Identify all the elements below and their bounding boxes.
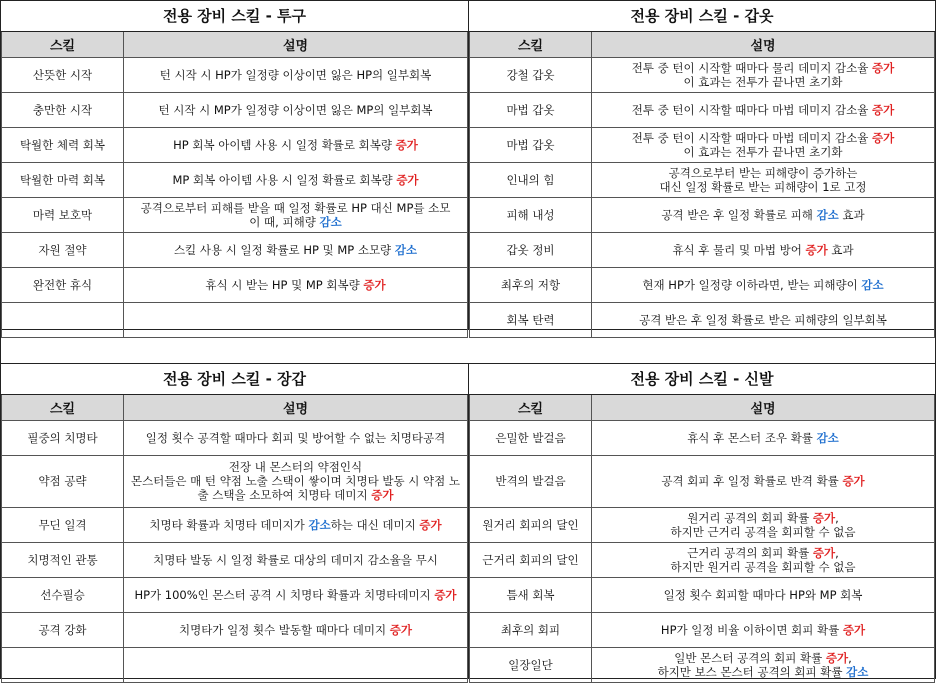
description-text: MP 회복 아이템 사용 시 일정 확률로 회복량 — [172, 172, 397, 187]
skill-description — [124, 507, 468, 542]
description-text: 하지만 원거리 공격을 회피할 수 없음 — [670, 559, 856, 574]
skill-name: 마력 보호막 — [2, 197, 124, 232]
description-text: 전장 내 몬스터의 약점인식 — [228, 460, 363, 474]
skill-description — [124, 612, 468, 647]
description-text: , — [835, 510, 839, 525]
column-header-skill: 스킬 — [470, 394, 592, 420]
skill-name: 마법 갑옷 — [470, 92, 592, 127]
helmet-skill-table — [1, 1, 468, 338]
table-row — [2, 647, 468, 682]
skill-name: 일장일단 — [470, 647, 592, 682]
table-row — [470, 267, 935, 302]
panel-armor — [468, 0, 936, 330]
increase-highlight: 증가 — [419, 517, 442, 532]
skill-description — [592, 577, 935, 612]
skill-name — [2, 647, 124, 682]
description-text: 일반 몬스터 공격의 회피 확률 — [674, 650, 826, 665]
table-row — [2, 267, 468, 302]
column-header-description: 설명 — [592, 31, 935, 57]
skill-name: 마법 갑옷 — [470, 127, 592, 162]
skill-description — [592, 267, 935, 302]
skill-name: 틈새 회복 — [470, 577, 592, 612]
table-row — [470, 57, 935, 92]
decrease-highlight: 감소 — [846, 664, 869, 679]
description-text: 전투 중 턴이 시작할 때마다 물리 데미지 감소율 — [631, 60, 873, 75]
skill-name: 약점 공략 — [2, 455, 124, 507]
skill-description — [592, 455, 935, 507]
description-text: 휴식 시 받는 HP 및 MP 회복량 — [205, 277, 364, 292]
section-gap — [0, 329, 936, 363]
skill-name: 충만한 시작 — [2, 92, 124, 127]
description-text: 휴식 후 몬스터 조우 확률 — [687, 430, 817, 445]
description-text: 대신 일정 확률로 받는 피해량이 1로 고정 — [659, 179, 867, 194]
skill-name: 은밀한 발걸음 — [470, 420, 592, 455]
table-row — [2, 57, 468, 92]
description-text: 치명타 확률과 치명타 데미지가 — [149, 517, 309, 532]
skill-description — [592, 162, 935, 197]
description-text: 효과 — [838, 207, 865, 222]
table-row — [2, 92, 468, 127]
table-row — [2, 232, 468, 267]
table-row — [470, 197, 935, 232]
description-text: 원거리 공격의 회피 확률 — [687, 510, 813, 525]
skill-name: 원거리 회피의 달인 — [470, 507, 592, 542]
table-row — [2, 507, 468, 542]
increase-highlight: 증가 — [825, 650, 849, 665]
description-text: 이 때, 피해량 — [249, 214, 320, 229]
increase-highlight: 증가 — [371, 488, 394, 502]
skill-name: 피해 내성 — [470, 197, 592, 232]
skill-description — [592, 507, 935, 542]
decrease-highlight: 감소 — [816, 207, 839, 222]
description-text: 턴 시작 시 HP가 일정량 이상이면 잃은 HP의 일부회복 — [159, 67, 432, 82]
increase-highlight: 증가 — [842, 622, 866, 637]
table-row — [2, 612, 468, 647]
table-row — [2, 127, 468, 162]
column-header-skill: 스킬 — [2, 394, 124, 420]
skill-name: 강철 갑옷 — [470, 57, 592, 92]
description-text: 일정 횟수 회피할 때마다 HP와 MP 회복 — [663, 587, 863, 602]
skill-description — [124, 127, 468, 162]
description-text: 이 효과는 전투가 끝나면 초기화 — [683, 144, 843, 159]
skill-name: 최후의 회피 — [470, 612, 592, 647]
description-text: , — [848, 650, 852, 665]
column-header-skill: 스킬 — [470, 31, 592, 57]
increase-highlight: 증가 — [812, 545, 836, 560]
panel-title: 전용 장비 스킬 - 투구 — [2, 1, 468, 31]
skill-name: 갑옷 정비 — [470, 232, 592, 267]
table-row — [2, 455, 468, 507]
skill-description — [592, 420, 935, 455]
increase-highlight: 증가 — [434, 587, 457, 602]
table-row — [470, 232, 935, 267]
skill-name: 무딘 일격 — [2, 507, 124, 542]
skill-description — [124, 542, 468, 577]
description-text: 출 스택을 소모하여 치명타 데미지 — [197, 488, 372, 502]
increase-highlight: 증가 — [812, 510, 836, 525]
panel-shoes — [468, 363, 936, 679]
table-row — [2, 542, 468, 577]
skill-name: 자원 절약 — [2, 232, 124, 267]
panel-helmet — [0, 0, 469, 330]
skill-name: 완전한 휴식 — [2, 267, 124, 302]
decrease-highlight: 감소 — [319, 214, 342, 229]
skill-name: 인내의 힘 — [470, 162, 592, 197]
skill-name: 회복 탄력 — [470, 302, 592, 337]
description-text: HP가 일정 비율 이하이면 회피 확률 — [660, 622, 843, 637]
column-header-skill: 스킬 — [2, 31, 124, 57]
table-row — [470, 162, 935, 197]
skill-description — [124, 267, 468, 302]
increase-highlight: 증가 — [395, 137, 418, 152]
table-row — [470, 577, 935, 612]
armor-skill-table — [469, 1, 935, 338]
skill-name: 반격의 발걸음 — [470, 455, 592, 507]
decrease-highlight: 감소 — [394, 242, 418, 257]
description-text: 전투 중 턴이 시작할 때마다 마법 데미지 감소율 — [631, 130, 873, 145]
table-row — [2, 197, 468, 232]
description-text: 이 효과는 전투가 끝나면 초기화 — [683, 74, 843, 89]
table-row — [470, 127, 935, 162]
skill-description — [124, 420, 468, 455]
panel-title: 전용 장비 스킬 - 신발 — [470, 364, 935, 394]
skill-name: 선수필승 — [2, 577, 124, 612]
panel-gloves — [0, 363, 469, 679]
description-text: 일정 횟수 공격할 때마다 회피 및 방어할 수 없는 치명타공격 — [145, 430, 446, 445]
description-text: 하는 대신 데미지 — [330, 517, 420, 532]
skill-name: 공격 강화 — [2, 612, 124, 647]
table-row — [470, 92, 935, 127]
skill-name: 최후의 저항 — [470, 267, 592, 302]
column-header-description: 설명 — [124, 31, 468, 57]
decrease-highlight: 감소 — [308, 517, 331, 532]
skill-description — [124, 162, 468, 197]
description-text: 근거리 공격의 회피 확률 — [687, 545, 813, 560]
increase-highlight: 증가 — [872, 130, 895, 145]
decrease-highlight: 감소 — [861, 277, 884, 292]
skill-description — [592, 647, 935, 682]
description-text: HP 회복 아이템 사용 시 일정 확률로 회복량 — [173, 137, 396, 152]
description-text: 스킬 사용 시 일정 확률로 HP 및 MP 소모량 — [173, 242, 395, 257]
description-text: HP가 100%인 몬스터 공격 시 치명타 확률과 치명타데미지 — [134, 587, 435, 602]
skill-name: 치명적인 관통 — [2, 542, 124, 577]
description-text: 공격 받은 후 일정 확률로 받은 피해량의 일부회복 — [639, 312, 887, 327]
increase-highlight: 증가 — [842, 474, 865, 488]
description-text: 몬스터들은 매 턴 약점 노출 스택이 쌓이며 치명타 발동 시 약점 노 — [130, 474, 461, 488]
table-row — [470, 507, 935, 542]
description-text: 하지만 근거리 공격을 회피할 수 없음 — [670, 524, 856, 539]
table-row — [470, 455, 935, 507]
skill-name: 근거리 회피의 달인 — [470, 542, 592, 577]
description-text: 공격 회피 후 일정 확률로 반격 확률 — [661, 474, 843, 488]
description-text: , — [835, 545, 839, 560]
table-row — [470, 542, 935, 577]
skill-name: 필중의 치명타 — [2, 420, 124, 455]
skill-description — [592, 92, 935, 127]
skill-description — [124, 92, 468, 127]
skill-name: 탁월한 마력 회복 — [2, 162, 124, 197]
increase-highlight: 증가 — [363, 277, 386, 292]
panel-title: 전용 장비 스킬 - 장갑 — [2, 364, 468, 394]
shoes-skill-table — [469, 364, 935, 683]
description-text: 턴 시작 시 MP가 일정량 이상이면 잃은 MP의 일부회복 — [158, 102, 433, 117]
gloves-skill-table — [1, 364, 468, 683]
column-header-description: 설명 — [592, 394, 935, 420]
table-row — [2, 577, 468, 612]
skill-description — [124, 455, 468, 507]
table-row — [470, 647, 935, 682]
increase-highlight: 증가 — [389, 622, 412, 637]
description-text: 치명타 발동 시 일정 확률로 대상의 데미지 감소율을 무시 — [153, 552, 438, 567]
increase-highlight: 증가 — [396, 172, 419, 187]
column-header-description: 설명 — [124, 394, 468, 420]
skill-description — [592, 612, 935, 647]
increase-highlight: 증가 — [872, 102, 895, 117]
skill-description — [592, 542, 935, 577]
skill-name: 산뜻한 시작 — [2, 57, 124, 92]
skill-description — [124, 197, 468, 232]
description-text: 공격으로부터 피해를 받을 때 일정 확률로 HP 대신 MP를 소모 — [140, 200, 451, 215]
skill-description — [592, 127, 935, 162]
skill-description — [592, 197, 935, 232]
description-text: 하지만 보스 몬스터 공격의 회피 확률 — [657, 664, 847, 679]
skill-description — [124, 57, 468, 92]
increase-highlight: 증가 — [805, 242, 828, 257]
decrease-highlight: 감소 — [816, 430, 839, 445]
table-row — [470, 612, 935, 647]
skill-description — [592, 232, 935, 267]
skill-name: 탁월한 체력 회복 — [2, 127, 124, 162]
skill-description — [592, 57, 935, 92]
table-row — [470, 420, 935, 455]
description-text: 휴식 후 물리 및 마법 방어 — [672, 242, 806, 257]
table-row — [2, 420, 468, 455]
description-text: 공격으로부터 받는 피해량이 증가하는 — [668, 165, 858, 180]
description-text: 공격 받은 후 일정 확률로 피해 — [661, 207, 817, 222]
increase-highlight: 증가 — [872, 60, 895, 75]
description-text: 치명타가 일정 횟수 발동할 때마다 데미지 — [178, 622, 390, 637]
table-row — [2, 162, 468, 197]
skill-description — [124, 647, 468, 682]
description-text: 효과 — [827, 242, 854, 257]
skill-description — [124, 577, 468, 612]
skill-description — [124, 232, 468, 267]
panel-title: 전용 장비 스킬 - 갑옷 — [470, 1, 935, 31]
description-text: 현재 HP가 일정량 이하라면, 받는 피해량이 — [642, 277, 862, 292]
description-text: 전투 중 턴이 시작할 때마다 마법 데미지 감소율 — [631, 102, 873, 117]
